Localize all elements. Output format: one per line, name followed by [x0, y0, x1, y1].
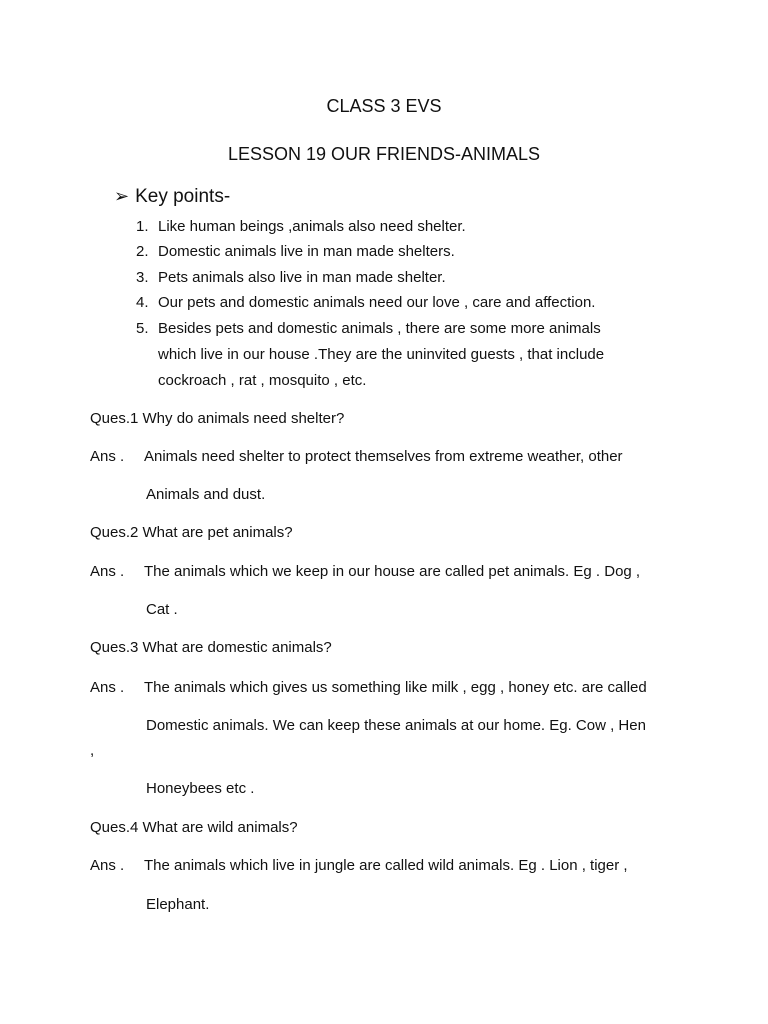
- question-4: Ques.4 What are wild animals?: [90, 819, 298, 836]
- key-point-number: 2.: [136, 243, 149, 260]
- key-point-continuation: cockroach , rat , mosquito , etc.: [158, 372, 367, 389]
- key-points-label: Key points-: [135, 186, 231, 207]
- answer-2-line: Cat .: [146, 601, 178, 618]
- key-point-text: Pets animals also live in man made shelter.: [158, 269, 446, 286]
- answer-1-line: Animals need shelter to protect themselves from extreme weather, other: [144, 448, 623, 465]
- key-point-text: Our pets and domestic animals need our love , care and affection.: [158, 294, 596, 311]
- arrow-bullet-icon: ➢: [114, 186, 130, 206]
- answer-label: Ans .: [90, 448, 125, 465]
- key-point-item: [136, 243, 455, 261]
- wrapped-comma: ,: [90, 742, 95, 759]
- answer-1-line: Animals and dust.: [146, 486, 266, 503]
- answer-label: Ans .: [90, 857, 125, 874]
- question-1: Ques.1 Why do animals need shelter?: [90, 410, 345, 427]
- key-point-number: 1.: [136, 218, 149, 235]
- key-point-item: [136, 294, 595, 312]
- answer-label: Ans .: [90, 679, 125, 696]
- question-3: Ques.3 What are domestic animals?: [90, 639, 332, 656]
- key-point-item: [136, 269, 446, 287]
- answer-2-line: The animals which we keep in our house are called pet animals. Eg . Dog ,: [144, 563, 641, 580]
- key-point-item: [136, 218, 466, 236]
- key-point-number: 3.: [136, 269, 149, 286]
- answer-3-line: Domestic animals. We can keep these animals at our home. Eg. Cow , Hen: [146, 717, 646, 734]
- key-point-number: 4.: [136, 294, 149, 311]
- question-2: Ques.2 What are pet animals?: [90, 524, 293, 541]
- key-point-text: Besides pets and domestic animals , there are some more animals: [158, 320, 601, 337]
- answer-label: Ans .: [90, 563, 125, 580]
- answer-4-line: Elephant.: [146, 896, 210, 913]
- class-title: CLASS 3 EVS: [326, 96, 442, 116]
- key-point-text: Domestic animals live in man made shelters.: [158, 243, 455, 260]
- lesson-title: LESSON 19 OUR FRIENDS-ANIMALS: [227, 144, 541, 164]
- key-points-heading: [114, 186, 230, 208]
- answer-4-line: The animals which live in jungle are called wild animals. Eg . Lion , tiger ,: [144, 857, 628, 874]
- answer-3-line: Honeybees etc .: [146, 780, 255, 797]
- answer-3-line: The animals which gives us something like milk , egg , honey etc. are called: [144, 679, 647, 696]
- key-point-text: Like human beings ,animals also need shelter.: [158, 218, 466, 235]
- key-point-number: 5.: [136, 320, 149, 337]
- key-point-item: [136, 320, 601, 338]
- key-point-continuation: which live in our house .They are the uninvited guests , that include: [158, 346, 605, 363]
